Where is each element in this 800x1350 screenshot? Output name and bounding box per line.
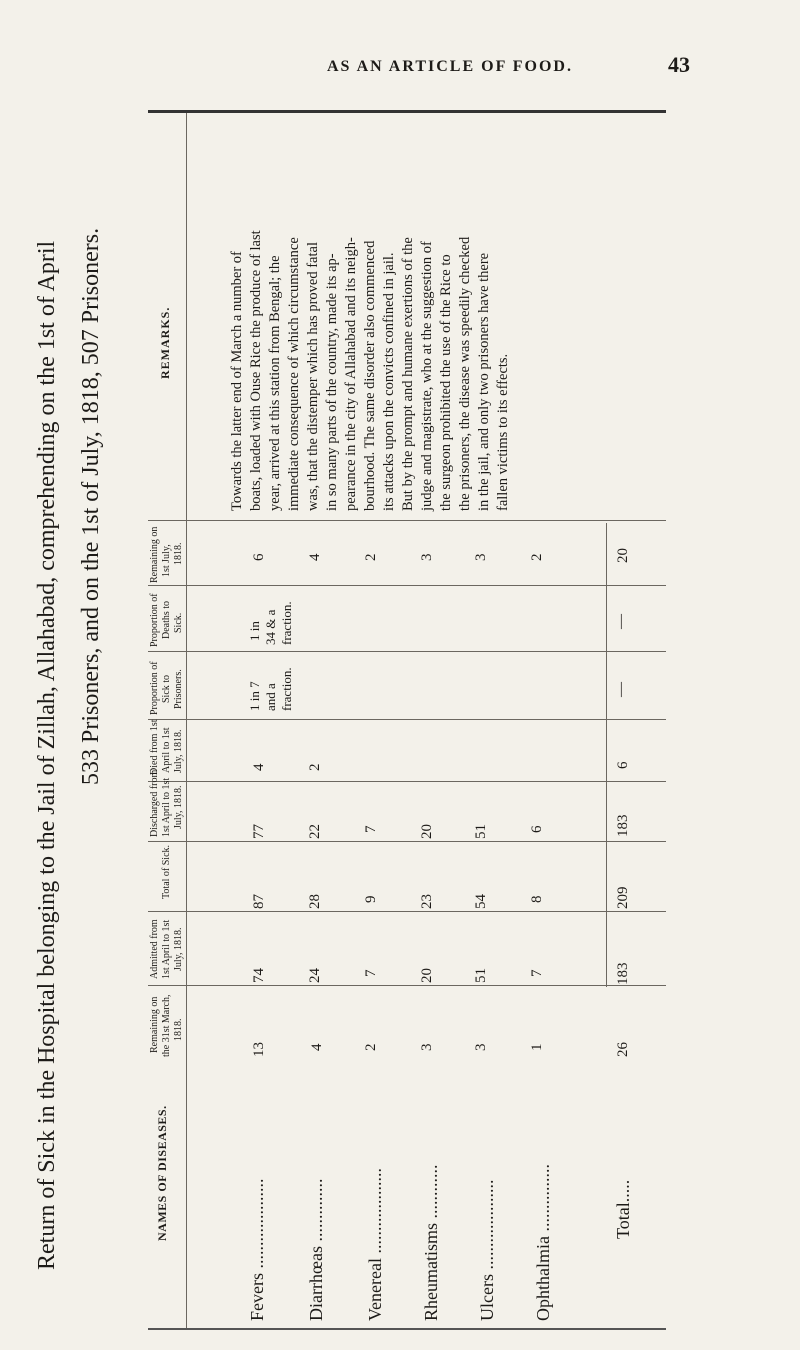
admitted-value: 51 [473,968,489,983]
remark-line: Towards the latter end of March a number of [229,251,245,511]
total-sick-value: 8 [529,895,545,903]
remaining-value: 2 [363,1043,379,1051]
header-remaining: the 31st March, [161,994,172,1057]
header-prop-deaths: Sick. [173,612,184,633]
disease-name: Rheumatisms ............ [421,1164,441,1321]
remaining-july-value: 2 [529,553,545,561]
remark-line: was, that the distemper which has proved fatal [305,242,321,511]
died-value: 4 [251,763,267,771]
total-sick-value: 23 [419,894,435,909]
column-separator [148,651,666,652]
header-died: Died from 1st [149,719,160,775]
remaining-value: 1 [529,1043,545,1051]
header-remaining-july: Remaining on [149,526,160,583]
remarks-header: REMARKS. [158,306,172,379]
column-separator [148,911,666,912]
remaining-july-value: 6 [251,553,267,561]
proportion-sick-prisoners: fraction. [279,667,294,711]
sick-return-table [148,110,666,1330]
header-remaining: 1818. [173,1018,184,1041]
remark-line: immediate consequence of which circumstance [286,237,302,511]
remark-line: the surgeon prohibited the use of the Rice to [438,254,454,511]
remaining-value: 3 [419,1043,435,1051]
header-remaining-july: 1818. [173,542,184,565]
header-prop-deaths: Proportion of [149,593,160,647]
caption-line-2: 533 Prisoners, and on the 1st of July, 1818, 507 Prisoners. [78,227,104,785]
header-died: April to 1st [161,727,172,773]
remaining-july-value: 3 [473,553,489,561]
disease-name: Diarrhœas .............. [306,1178,326,1321]
discharged-value: 6 [529,825,545,833]
header-discharged: July, 1818. [173,785,184,829]
header-discharged: 1st April to 1st [161,777,172,837]
header-admitted: July, 1818. [173,927,184,971]
running-header: AS AN ARTICLE OF FOOD. [327,58,573,75]
total-discharged-value: 183 [615,814,631,837]
page-number: 43 [668,52,690,77]
total-label: Total..... [613,1179,633,1239]
column-separator [148,719,666,720]
remark-line: its attacks upon the convicts confined in jail. [381,252,397,511]
discharged-value: 51 [473,824,489,839]
total-remaining-value: 26 [615,1042,631,1057]
remark-line: pearance in the city of Allahabad and its neigh- [343,237,359,511]
column-separator [148,781,666,782]
discharged-value: 22 [307,824,323,839]
total-died-value: 6 [615,761,631,769]
header-prop-deaths: Deaths to [161,600,172,639]
discharged-value: 77 [251,824,267,839]
caption-line-1: Return of Sick in the Hospital belonging to the Jail of Zillah, Allahabad, comprehending on the 1st of April [34,240,60,1270]
column-separator [148,841,666,842]
remaining-july-value: 4 [307,553,323,561]
header-total: Total of Sick. [161,844,172,899]
column-separator [148,985,666,986]
remark-line: bourhood. The same disorder also commenced [362,240,378,511]
column-separator [148,585,666,586]
proportion-sick-prisoners: 1 in 7 [247,681,262,711]
admitted-value: 20 [419,968,435,983]
remaining-value: 4 [309,1043,325,1051]
proportion-deaths-sick: 1 in [247,621,262,641]
proportion-deaths-sick: fraction. [279,601,294,645]
remaining-july-value: 3 [419,553,435,561]
header-prop-prisoners: Sick to [161,674,172,703]
proportion-dash: — [613,682,629,697]
diseases-header: NAMES OF DISEASES. [155,1105,169,1241]
died-value: 2 [307,763,323,771]
admitted-value: 7 [363,969,379,977]
disease-name: Venereal ................... [365,1168,385,1321]
disease-name: Ophthalmia ............... [533,1164,553,1321]
remaining-july-value: 2 [363,553,379,561]
header-admitted: 1st April to 1st [161,919,172,979]
total-sick-value: 9 [363,895,379,903]
total-remaining-july-value: 20 [615,548,631,563]
discharged-value: 20 [419,824,435,839]
header-remaining-july: 1st July, [161,544,172,577]
admitted-value: 7 [529,969,545,977]
total-sick-value: 87 [251,894,267,909]
remark-line: boats, loaded with Ouse Rice the produce of last [248,230,264,511]
header-admitted: Admitted from [149,919,160,979]
total-sick-value: 54 [473,894,489,909]
total-admitted-value: 183 [615,962,631,985]
remaining-value: 13 [251,1042,267,1057]
discharged-value: 7 [363,825,379,833]
header-prop-prisoners: Prisoners. [173,669,184,709]
header-prop-prisoners: Proportion of [149,661,160,715]
remark-line: judge and magistrate, who at the suggestion of [419,241,435,511]
header-remaining: Remaining on [149,996,160,1053]
proportion-deaths-sick: 34 & a [263,609,278,645]
remark-line: year, arrived at this station from Bengal; the [267,255,283,511]
totals-separator [606,523,607,987]
proportion-sick-prisoners: and a [263,683,278,711]
header-died: July, 1818. [173,729,184,773]
header-discharged: Discharged from [149,769,160,837]
column-separator [148,520,666,521]
remark-line: in the jail, and only two prisoners have there [476,252,492,511]
header-separator [186,113,187,1328]
total-sick-value: 28 [307,894,323,909]
disease-name: Fevers .................... [247,1178,267,1321]
grand-total-value: 209 [615,886,631,909]
proportion-dash: — [613,614,629,629]
admitted-value: 74 [251,968,267,983]
remark-line: fallen victims to its effects. [495,353,511,511]
remaining-value: 3 [473,1043,489,1051]
remark-line: in so many parts of the country, made its ap- [324,253,340,511]
admitted-value: 24 [307,968,323,983]
disease-name: Ulcers .................... [477,1179,497,1321]
remark-line: the prisoners, the disease was speedily checked [457,236,473,511]
remark-line: But by the prompt and humane exertions of the [400,237,416,511]
